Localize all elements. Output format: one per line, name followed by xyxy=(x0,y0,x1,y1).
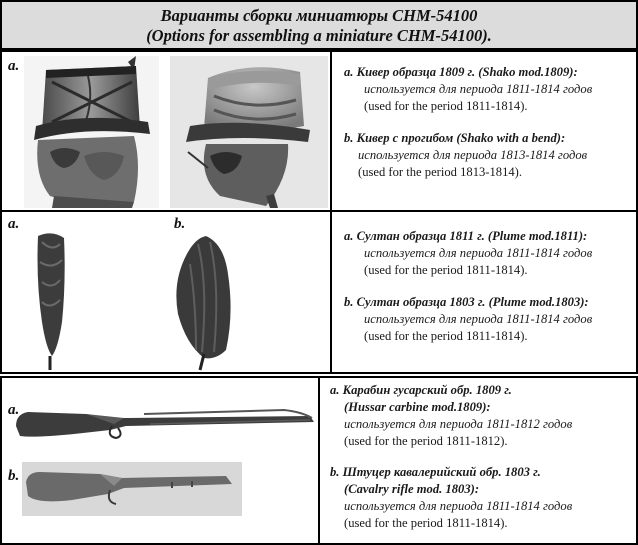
plume-1803-period-ru: используется для периода 1811-1814 годов xyxy=(364,312,593,326)
shako-bend-period-en: (used for the period 1813-1814). xyxy=(358,165,523,179)
carbine-a-tag: a. xyxy=(8,402,20,418)
plume-b-tag: b. xyxy=(174,216,186,232)
shako-photos xyxy=(2,52,332,210)
hussar-carbine-period-ru: используется для периода 1811-1812 годов xyxy=(344,417,573,431)
shako-descriptions xyxy=(332,52,636,210)
plume-photos xyxy=(2,212,332,372)
hussar-carbine-photo xyxy=(14,400,320,440)
shako-bend-photo xyxy=(170,56,328,208)
plume-1811-period-en: (used for the period 1811-1814). xyxy=(364,263,528,277)
shako-bend-heading: b. Кивер с прогибом (Shako with a bend): xyxy=(344,131,566,145)
shako-bend-entry xyxy=(332,130,636,181)
cavalry-rifle-period-en: (used for the period 1811-1814). xyxy=(344,516,508,530)
cavalry-rifle-heading: b. Штуцер кавалерийский обр. 1803 г. xyxy=(330,465,541,479)
sheet-header xyxy=(0,0,638,50)
shako-1809-period-ru: используется для периода 1811-1814 годов xyxy=(364,82,593,96)
cavalry-rifle-period-ru: используется для периода 1811-1814 годов xyxy=(344,499,573,513)
shako-1809-period-en: (used for the period 1811-1814). xyxy=(364,99,528,113)
row-plume xyxy=(0,210,638,374)
plume-1803-heading: b. Султан образца 1803 г. (Plume mod.1803): xyxy=(344,295,589,309)
plume-1811-heading: a. Султан образца 1811 г. (Plume mod.1811): xyxy=(344,229,588,243)
carbine-photos xyxy=(2,378,320,543)
shako-1809-photo xyxy=(24,56,159,208)
plume-1803-entry xyxy=(332,294,636,345)
shako-bend-period-ru: используется для периода 1813-1814 годов xyxy=(358,148,588,162)
row-shako xyxy=(0,50,638,212)
hussar-carbine-period-en: (used for the period 1811-1812). xyxy=(344,434,508,448)
carbine-b-tag: b. xyxy=(8,468,20,484)
shako-a-tag: a. xyxy=(8,58,20,74)
cavalry-rifle-photo xyxy=(22,462,242,516)
shako-1809-entry xyxy=(332,64,636,115)
shako-1809-heading: a. Кивер образца 1809 г. (Shako mod.1809): xyxy=(344,65,578,79)
hussar-carbine-entry xyxy=(320,382,636,450)
plume-1811-period-ru: используется для периода 1811-1814 годов xyxy=(364,246,593,260)
plume-1803-photo xyxy=(168,234,238,372)
title-english: (Options for assembling a miniature CHM-54100). xyxy=(146,26,492,45)
plume-1803-period-en: (used for the period 1811-1814). xyxy=(364,329,528,343)
plume-descriptions xyxy=(332,212,636,372)
hussar-carbine-heading: a. Карабин гусарский обр. 1809 г. xyxy=(330,383,512,397)
cavalry-rifle-heading-en: (Cavalry rifle mod. 1803): xyxy=(344,482,480,496)
carbine-descriptions xyxy=(320,378,636,543)
row-carbine xyxy=(0,376,638,545)
cavalry-rifle-entry xyxy=(320,464,636,532)
plume-1811-entry xyxy=(332,228,636,279)
plume-a-tag: a. xyxy=(8,216,20,232)
plume-1811-photo xyxy=(30,232,74,372)
title-russian: Варианты сборки миниатюры СНМ-54100 xyxy=(160,6,478,25)
hussar-carbine-heading-en: (Hussar carbine mod.1809): xyxy=(344,400,491,414)
